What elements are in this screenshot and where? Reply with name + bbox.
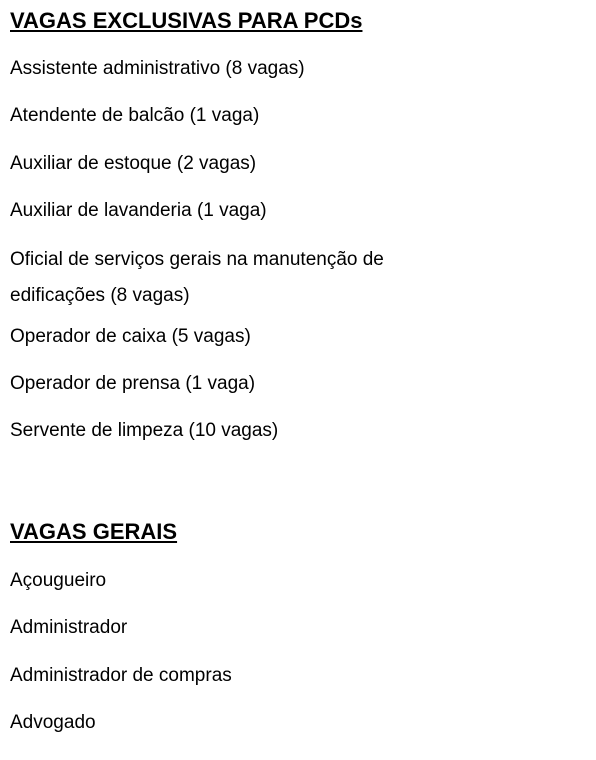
list-item: Administrador [10, 617, 128, 639]
list-item: Assistente administrativo (8 vagas) [10, 58, 305, 79]
section-title-pcd: VAGAS EXCLUSIVAS PARA PCDs [10, 8, 363, 33]
list-item: Administrador de compras [10, 664, 232, 686]
list-item: Advogado [10, 712, 96, 734]
section-title-general: VAGAS GERAIS [10, 519, 178, 544]
list-item: Açougueiro [10, 570, 107, 591]
general-job-list [10, 570, 232, 760]
list-item: Operador de caixa (5 vagas) [10, 325, 251, 347]
list-item: Operador de prensa (1 vaga) [10, 372, 256, 394]
list-item: Auxiliar de estoque (2 vagas) [10, 152, 257, 174]
list-item: Auxiliar de lavanderia (1 vaga) [10, 200, 267, 222]
list-item: Atendente de balcão (1 vaga) [10, 105, 260, 127]
list-item: Servente de limpeza (10 vagas) [10, 420, 279, 442]
list-item: Oficial de serviços gerais na manutenção de edificações (8 vagas) [10, 248, 384, 306]
pcd-job-list [10, 58, 390, 468]
